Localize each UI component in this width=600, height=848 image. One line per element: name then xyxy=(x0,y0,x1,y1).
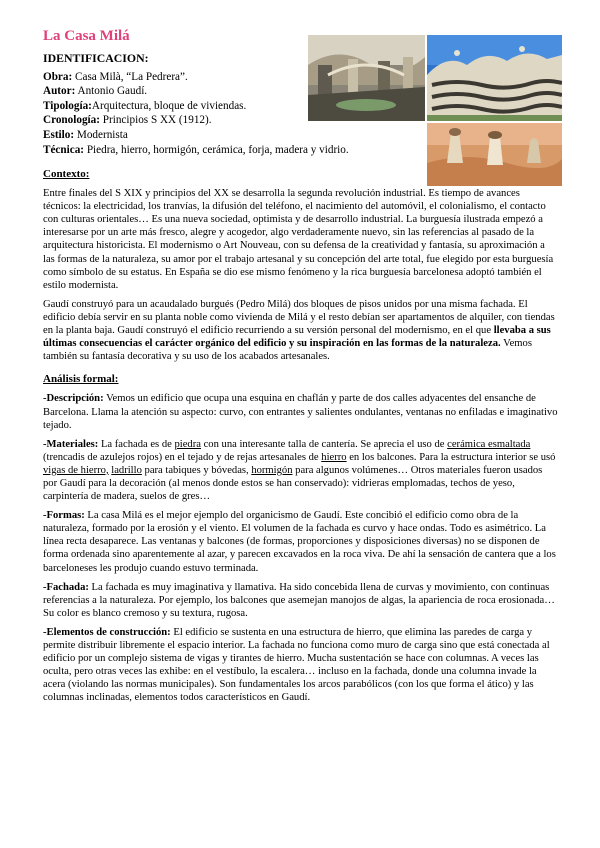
ident-row-obra: Obra: Casa Milà, “La Pedrera”. xyxy=(43,70,188,83)
ident-row-cronologia: Cronología: Principios S XX (1912). xyxy=(43,114,212,127)
materiales-paragraph: -Materiales: La fachada es de piedra con una interesante talla de cantería. Se aprecia el uso de cerámica esmaltada (trencadis de azulejos rojos) en el tejado y de rejas artesanales de hierro en los balcones. Para la estructura interior se usó vigas de hierro, ladrillo para tabiques y bóvedas, hormigón para algunos volúmenes… Otros materiales fueron usados por Gaudí para la decoración (al menos donde estos se han conservado): vidrieras emplomadas, techos de yeso, carpintería de madera, suelos de gres… xyxy=(43,438,556,503)
descripcion-paragraph: -Descripción: Vemos un edificio que ocupa una esquina en chaflán y parte de dos calles adyacentes del ensanche de Barcelona. Llama la atención su aspecto: curvo, con entrantes y salientes ondulantes, ventanas no enfiladas e imaginativo tejado. xyxy=(43,393,558,431)
ident-row-autor: Autor: Antonio Gaudí. xyxy=(43,85,148,98)
contexto-paragraph-1: Entre finales del S XIX y principios del XX se desarrolla la segunda revolución industrial. Es tiempo de avances técnicos: la electricidad, los tranvías, la difusión del teléfono, el nacimiento del automóvil, el colonialismo, el contacto con culturas orientales… Es una nueva sociedad, optimista y de desarrollo industrial. La burguesía ilustrada empezó a interesarse por un arte más fresco, alegre y acogedor, algo verdaderamente nuevo, sin las referencias al pasado de la arquitectura historicista. El modernismo o Art Nouveau, con su defensa de la creatividad y fantasía, su aproximación a las formas de la naturaleza, su amor por el trabajo artesanal y su concepción del arte total, fue elegido por esta burguesía como símbolo de su estatus. En España se dio ese mismo fenómeno y la rica burguesía barcelonesa adoptó también el estilo modernista. xyxy=(43,188,554,291)
ident-row-tipologia: Tipología:Arquitectura, bloque de viviendas. xyxy=(43,99,247,112)
elementos-paragraph: -Elementos de construcción: El edificio se sustenta en una estructura de hierro, que elimina las paredes de carga y permite distribuir libremente el espacio interior. La fachada no funciona como muro de carga sino que está conectada al edificio por un complejo sistema de vigas y tirantes de hierro. Mucha sustentación se hace con columnas. A veces las oculta, pero otras veces las exhibe: en el vestíbulo, la escalera… incluso en la fachada, donde una columna invade la acera (violando las normas municipales). Son fundamentales los arcos parabólicos (con los que forma el ático) y las columnas inclinadas, elementos todos característicos en Gaudí. xyxy=(43,626,550,704)
contexto-heading: Contexto: xyxy=(43,168,90,180)
ident-row-tecnica: Técnica: Piedra, hierro, hormigón, cerámica, forja, madera y vidrio. xyxy=(43,143,349,156)
identification-heading: IDENTIFICACION: xyxy=(43,51,149,65)
document-body xyxy=(43,168,559,710)
formas-paragraph: -Formas: La casa Milá es el mejor ejemplo del organicismo de Gaudí. Este concibió el edificio como obra de la naturaleza, formado por la erosión y el viento. El volumen de la fachada es curvo y hace ondas. Todo es asimétrico. La línea recta desaparece. Las ventanas y balcones (de formas, proporciones y disposiciones diversas) no se disponen de forma ordenada sino aparentemente al azar, y parecen excavados en la roca viva. De ahí la sensación de cantera que a los barceloneses les produjo cuando estuvo terminada. xyxy=(43,510,556,574)
fachada-paragraph: -Fachada: La fachada es muy imaginativa y llamativa. Ha sido concebida llena de curvas y movimiento, con continuas referencias a la naturaleza. Por ejemplo, los balcones que asemejan manojos de algas, la apariencia de roca erosionada… Su color es blanco cremoso y su textura, rugosa. xyxy=(43,581,555,619)
analisis-heading: Análisis formal: xyxy=(43,373,119,386)
contexto-paragraph-2: Gaudí construyó para un acaudalado burgués (Pedro Milá) dos bloques de pisos unidos por una misma fachada. El edificio debía servir en su planta noble como vivienda de Milá y el resto debían ser apartamentos de alquiler, con tiendas en la planta baja. Gaudí construyó el edificio recurriendo a su versión personal del modernismo, en el que llevaba a sus últimas consecuencias el carácter orgánico del edificio y su inspiración en las formas de la naturaleza. Vemos también su fantasía decorativa y su uso de los acabados artesanales. xyxy=(43,298,555,363)
courtyard-photo xyxy=(308,35,425,121)
ident-row-estilo: Estilo: Modernista xyxy=(43,128,128,141)
document-title: La Casa Milá xyxy=(43,28,130,44)
facade-photo xyxy=(427,35,562,121)
